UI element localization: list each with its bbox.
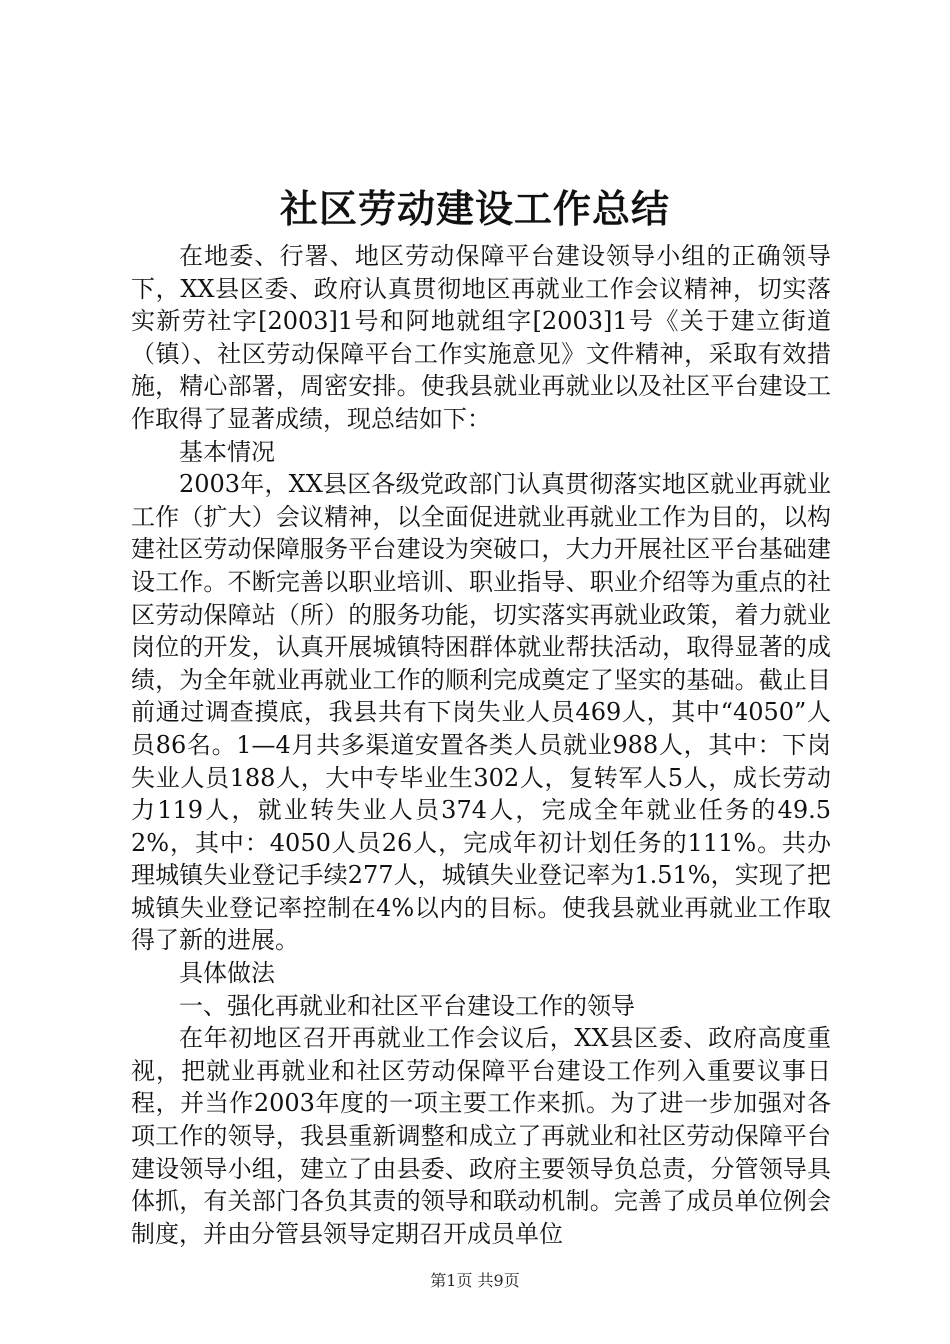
document-title: 社区劳动建设工作总结 bbox=[279, 186, 670, 231]
page-number-footer: 第1页 共9页 bbox=[430, 1271, 520, 1290]
document-body bbox=[131, 240, 831, 1250]
basic-situation-paragraph: 2003年，XX县区各级党政部门认真贯彻落实地区就业再就业工作（扩大）会议精神，以全面促进就业再就业工作为目的，以构建社区劳动保障服务平台建设为突破口，大力开展社区平台基础建设工作。不断完善以职业培训、职业指导、职业介绍等为重点的社区劳动保障站（所）的服务功能，切实落实再就业政策，着力就业岗位的开发，认真开展城镇特困群体就业帮扶活动，取得显著的成绩，为全年就业再就业工作的顺利完成奠定了坚实的基础。截止目前通过调查摸底，我县共有下岗失业人员469人，其中“4050”人员86名。1—4月共多渠道安置各类人员就业988人，其中：下岗失业人员188人，大中专毕业生302人，复转军人5人，成长劳动力119人，就业转失业人员374人，完成全年就业任务的49.52%，其中：4050人员26人，完成年初计划任务的111%。共办理城镇失业登记手续277人，城镇失业登记率为1.51%，实现了把城镇失业登记率控制在4%以内的目标。使我县就业再就业工作取得了新的进展。 bbox=[131, 470, 831, 955]
section-heading-basic-situation: 基本情况 bbox=[179, 437, 275, 466]
subsection-heading-leadership: 一、强化再就业和社区平台建设工作的领导 bbox=[179, 991, 635, 1020]
leadership-paragraph: 在年初地区召开再就业工作会议后，XX县区委、政府高度重视，把就业再就业和社区劳动保障平台建设工作列入重要议事日程，并当作2003年度的一项主要工作来抓。为了进一步加强对各项工作的领导，我县重新调整和成立了再就业和社区劳动保障平台建设领导小组，建立了由县委、政府主要领导负总责，分管领导具体抓，有关部门各负其责的领导和联动机制。完善了成员单位例会制度，并由分管县领导定期召开成员单位 bbox=[131, 1024, 831, 1248]
section-heading-specific-measures: 具体做法 bbox=[179, 959, 275, 988]
intro-paragraph: 在地委、行署、地区劳动保障平台建设领导小组的正确领导下，XX县区委、政府认真贯彻地区再就业工作会议精神，切实落实新劳社字[2003]1号和阿地就组字[2003]1号《关于建立街道（镇）、社区劳动保障平台工作实施意见》文件精神，采取有效措施，精心部署，周密安排。使我县就业再就业以及社区平台建设工作取得了显著成绩，现总结如下： bbox=[131, 242, 831, 433]
